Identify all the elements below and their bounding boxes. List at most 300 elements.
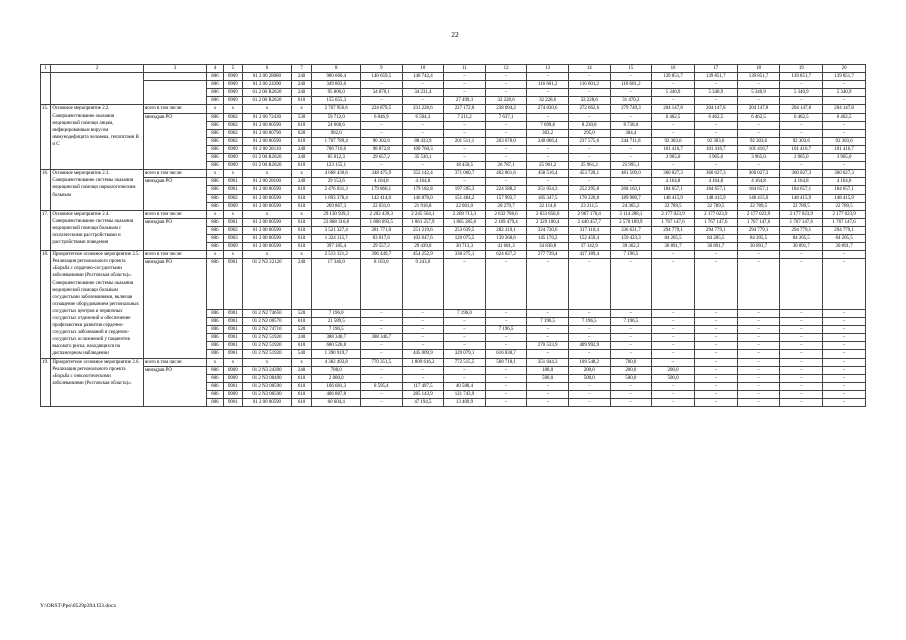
table-cell: – bbox=[694, 310, 737, 318]
table-cell: 01 2 00 R2020 bbox=[243, 97, 292, 105]
table-cell: 21 916,8 bbox=[402, 202, 444, 210]
table-cell: 0909 bbox=[223, 97, 243, 105]
table-cell: 0909 bbox=[223, 89, 243, 97]
column-header: 2 bbox=[51, 65, 143, 73]
table-cell: 34 830,8 bbox=[527, 243, 569, 251]
table-cell: 240 bbox=[291, 89, 312, 97]
table-cell: 6 046,9 bbox=[361, 113, 403, 121]
table-cell: 806 bbox=[207, 178, 223, 186]
table-cell: – bbox=[652, 358, 695, 366]
table-cell: x bbox=[291, 358, 312, 366]
table-cell: 60 604,4 bbox=[312, 399, 361, 407]
table-cell: 22 789,5 bbox=[780, 202, 823, 210]
table-cell: x bbox=[223, 358, 243, 366]
table-cell: 806 bbox=[207, 243, 223, 251]
table-cell: 406 887,8 bbox=[312, 390, 361, 398]
table-cell: 184 657,1 bbox=[823, 186, 866, 194]
table-cell: 3 965,0 bbox=[823, 154, 866, 162]
table-cell: 148 415,9 bbox=[694, 194, 737, 202]
table-cell: – bbox=[568, 178, 610, 186]
table-cell: 4 382 493,8 bbox=[312, 358, 361, 366]
table-cell: – bbox=[823, 334, 866, 342]
table-cell: 902,6 bbox=[312, 129, 361, 137]
table-cell: 103 647,6 bbox=[402, 234, 444, 242]
table-cell: – bbox=[823, 350, 866, 358]
table-cell: 0901 bbox=[223, 350, 243, 358]
table-cell: – bbox=[361, 310, 403, 318]
table-cell: 240 bbox=[291, 178, 312, 186]
table-cell: – bbox=[485, 121, 527, 129]
table-cell: – bbox=[737, 350, 780, 358]
table-cell: 8 230,8 bbox=[568, 121, 610, 129]
table-cell: – bbox=[823, 326, 866, 334]
table-cell: 240 bbox=[291, 259, 312, 310]
table-cell: – bbox=[737, 129, 780, 137]
table-row bbox=[41, 210, 866, 218]
table-cell: 22 789,5 bbox=[823, 202, 866, 210]
table-cell: 139 851,7 bbox=[652, 73, 695, 81]
table-cell: – bbox=[823, 129, 866, 137]
table-cell: 92 303,6 bbox=[694, 137, 737, 145]
table-cell: 624 027,2 bbox=[485, 251, 527, 259]
table-cell: 2 202 439,3 bbox=[361, 210, 403, 218]
table-cell: – bbox=[444, 259, 486, 310]
table-cell: – bbox=[737, 358, 780, 366]
table-cell: 610 bbox=[291, 162, 312, 170]
table-cell: 324 730,6 bbox=[527, 226, 569, 234]
table-cell: 2 177 023,9 bbox=[652, 210, 695, 218]
table-cell: 806 bbox=[207, 113, 223, 121]
table-cell: 349 803,6 bbox=[312, 81, 361, 89]
table-cell: 140 659,5 bbox=[361, 73, 403, 81]
table-cell: – bbox=[527, 334, 569, 342]
table-cell: – bbox=[694, 334, 737, 342]
table-cell: – bbox=[527, 154, 569, 162]
table-cell: – bbox=[568, 113, 610, 121]
table-cell: 189 980,7 bbox=[610, 194, 652, 202]
table-cell: x bbox=[207, 358, 223, 366]
table-cell: 360 027,3 bbox=[823, 170, 866, 178]
table-cell: 610 bbox=[291, 374, 312, 382]
table-cell: 620 bbox=[291, 129, 312, 137]
table-cell: 01 2 00 28100 bbox=[243, 178, 292, 186]
column-header: 13 bbox=[527, 65, 569, 73]
table-cell: – bbox=[694, 358, 737, 366]
table-cell: 5 340,9 bbox=[652, 89, 695, 97]
table-cell: – bbox=[737, 382, 780, 390]
table-cell: 5 340,9 bbox=[780, 89, 823, 97]
table-cell: 2 632 786,6 bbox=[485, 210, 527, 218]
table-cell: – bbox=[485, 342, 527, 350]
table-cell: – bbox=[361, 366, 403, 374]
table-cell: – bbox=[823, 97, 866, 105]
table-cell: 806 bbox=[207, 334, 223, 342]
table-cell: 01 2 00 00590 bbox=[243, 243, 292, 251]
table-cell: 806 bbox=[207, 350, 223, 358]
table-cell: 610 bbox=[291, 342, 312, 350]
table-cell: 17 346,0 bbox=[312, 259, 361, 310]
table-cell: 92 303,6 bbox=[652, 137, 695, 145]
footer-file-path: Y:\ORST\Ppo\0529p394.f23.docx bbox=[40, 603, 117, 609]
budget-table-container bbox=[40, 64, 866, 407]
table-cell: – bbox=[610, 350, 652, 358]
table-cell: 4 164,8 bbox=[823, 178, 866, 186]
table-cell: 806 bbox=[207, 342, 223, 350]
table-cell: 1 861 257,9 bbox=[402, 218, 444, 226]
table-cell: – bbox=[610, 382, 652, 390]
table-cell: – bbox=[652, 382, 695, 390]
table-cell: 294 779,1 bbox=[652, 226, 695, 234]
table-cell: 6 462,5 bbox=[823, 113, 866, 121]
table-cell: 3 965,0 bbox=[694, 154, 737, 162]
table-cell: 304,4 bbox=[610, 129, 652, 137]
table-cell: 285 143,9 bbox=[402, 390, 444, 398]
table-cell: 500,0 bbox=[568, 374, 610, 382]
table-cell: – bbox=[694, 129, 737, 137]
table-cell: 85 012,3 bbox=[312, 154, 361, 162]
table-cell: 40 588,4 bbox=[444, 382, 486, 390]
table-cell: – bbox=[737, 399, 780, 407]
table-cell: 1 893 378,4 bbox=[312, 194, 361, 202]
table-cell: 204 147,8 bbox=[737, 105, 780, 113]
table-cell: 123 155,1 bbox=[312, 162, 361, 170]
measure-description: Приоритетное основное мероприятие 2.6. Реализация регионального проекта «Борьба с онкологическими заболеваниями (Ростовская область)». bbox=[51, 358, 143, 407]
table-cell: – bbox=[780, 259, 823, 310]
table-cell: 6 504,3 bbox=[402, 113, 444, 121]
table-row bbox=[41, 259, 866, 310]
table-cell: 0909 bbox=[223, 81, 243, 89]
table-cell: – bbox=[402, 326, 444, 334]
column-header: 11 bbox=[444, 65, 486, 73]
table-cell: – bbox=[527, 178, 569, 186]
table-cell: 0909 bbox=[223, 390, 243, 398]
table-cell: – bbox=[568, 89, 610, 97]
table-cell: 0901 bbox=[223, 186, 243, 194]
table-cell: 806 bbox=[207, 145, 223, 153]
table-cell: 179 182,8 bbox=[402, 186, 444, 194]
table-cell: 88 433,9 bbox=[402, 137, 444, 145]
table-cell: – bbox=[610, 334, 652, 342]
table-cell: 251 219,6 bbox=[402, 226, 444, 234]
column-header: 7 bbox=[291, 65, 312, 73]
table-cell: 84 205,5 bbox=[780, 234, 823, 242]
table-cell: – bbox=[652, 350, 695, 358]
table-cell: 806 bbox=[207, 218, 223, 226]
measure-description: Приоритетное основное мероприятие 2.5. Реализация регионального проекта «Борьба с сердечно-сосудистыми заболеваниями (Ростовская область)». Совершенствование системы оказания медицинской помощи больным сосудистыми заболеваниями, включая оснащение оборудованием региональных сосудистых центров и первичных сосудистых отделений и обеспечение профилактики развития сердечно-сосудистых заболеваний и сердечно-сосудистых осложнений у пациентов высокого риска, находящихся на диспансерном наблюдении bbox=[51, 251, 143, 358]
table-cell: 2 767 956,6 bbox=[312, 105, 361, 113]
table-cell: 23 888 310,8 bbox=[312, 218, 361, 226]
table-cell: 83 017,6 bbox=[361, 234, 403, 242]
table-cell: 32 228,6 bbox=[568, 97, 610, 105]
table-cell: – bbox=[444, 73, 486, 81]
table-cell: – bbox=[694, 97, 737, 105]
table-cell: 3 521 327,4 bbox=[312, 226, 361, 234]
table-cell: – bbox=[780, 382, 823, 390]
table-cell: 01 2 N3 00490 bbox=[243, 374, 292, 382]
table-cell: 01 2 00 00590 bbox=[243, 226, 292, 234]
table-cell: 159 423,3 bbox=[610, 234, 652, 242]
table-cell: 200,0 bbox=[568, 366, 610, 374]
table-cell: 0909 bbox=[223, 202, 243, 210]
table-cell: 01 2 N2 22120 bbox=[243, 259, 292, 310]
row-number: 19. bbox=[41, 358, 51, 407]
table-cell: 184 657,1 bbox=[737, 186, 780, 194]
table-cell: 0901 bbox=[223, 342, 243, 350]
table-cell: – bbox=[780, 251, 823, 259]
table-cell: 7 196,0 bbox=[444, 310, 486, 318]
table-cell: – bbox=[527, 73, 569, 81]
column-header: 1 bbox=[41, 65, 51, 73]
table-cell: 22 114,6 bbox=[527, 202, 569, 210]
table-cell: 01 2 00 00590 bbox=[243, 202, 292, 210]
table-row bbox=[41, 358, 866, 366]
table-cell: 6 462,5 bbox=[652, 113, 695, 121]
table-header-row bbox=[41, 65, 866, 73]
table-cell: – bbox=[780, 374, 823, 382]
table-cell: 101 416,7 bbox=[780, 145, 823, 153]
table-cell: 101 416,7 bbox=[652, 145, 695, 153]
table-cell: 0909 bbox=[223, 154, 243, 162]
table-cell: 348 475,9 bbox=[361, 170, 403, 178]
table-cell: – bbox=[780, 97, 823, 105]
column-header: 4 bbox=[207, 65, 223, 73]
table-cell: 2 245 564,1 bbox=[402, 210, 444, 218]
table-cell: – bbox=[823, 251, 866, 259]
table-cell: – bbox=[780, 399, 823, 407]
table-cell: – bbox=[444, 318, 486, 326]
table-cell: – bbox=[402, 129, 444, 137]
table-cell: – bbox=[444, 121, 486, 129]
table-cell: – bbox=[823, 81, 866, 89]
table-cell: – bbox=[568, 326, 610, 334]
table-cell: 01 2 00 24390 bbox=[243, 81, 292, 89]
table-cell: – bbox=[485, 129, 527, 137]
column-header: 14 bbox=[568, 65, 610, 73]
table-cell: 1 767 147,6 bbox=[737, 218, 780, 226]
table-cell: x bbox=[291, 210, 312, 218]
table-cell: 2 000,0 bbox=[312, 374, 361, 382]
table-cell: 706 716,6 bbox=[312, 145, 361, 153]
table-cell: – bbox=[652, 310, 695, 318]
table-cell: 274 030,6 bbox=[527, 105, 569, 113]
table-cell: – bbox=[823, 318, 866, 326]
table-cell: 360 027,3 bbox=[652, 170, 695, 178]
table-cell: 0909 bbox=[223, 162, 243, 170]
table-cell: – bbox=[737, 310, 780, 318]
table-cell: – bbox=[444, 89, 486, 97]
table-cell: 610 bbox=[291, 318, 312, 326]
table-cell: 26 787,1 bbox=[485, 162, 527, 170]
table-cell: 3 114 288,1 bbox=[610, 210, 652, 218]
table-cell: 0901 bbox=[223, 218, 243, 226]
table-cell: 294 779,1 bbox=[737, 226, 780, 234]
table-cell: – bbox=[694, 251, 737, 259]
table-cell: 100 760,3 bbox=[402, 145, 444, 153]
measure-description: Основное мероприятие 2.2. Совершенствование оказания медицинской помощи лицам, инфицированным вирусом иммунодефицита человека, гепатитами B и C bbox=[51, 105, 143, 170]
table-cell: – bbox=[737, 318, 780, 326]
table-cell: 610 bbox=[291, 399, 312, 407]
table-cell: – bbox=[444, 342, 486, 350]
table-cell: 806 bbox=[207, 73, 223, 81]
table-cell: x bbox=[223, 251, 243, 259]
table-cell: – bbox=[527, 382, 569, 390]
table-cell: – bbox=[737, 259, 780, 310]
table-cell: 21 589,5 bbox=[312, 318, 361, 326]
table-cell: x bbox=[243, 210, 292, 218]
executor-category bbox=[143, 73, 207, 81]
table-cell: – bbox=[737, 326, 780, 334]
table-cell: 277 739,4 bbox=[527, 251, 569, 259]
table-cell: 01 2 N3 00590 bbox=[243, 382, 292, 390]
table-cell: 0909 bbox=[223, 366, 243, 374]
table-cell: 352 142,4 bbox=[402, 170, 444, 178]
table-cell: 142 414,0 bbox=[361, 194, 403, 202]
table-cell: – bbox=[694, 259, 737, 310]
table-cell: 22 789,5 bbox=[652, 202, 695, 210]
table-cell: 610 bbox=[291, 186, 312, 194]
table-cell: 8 595,4 bbox=[361, 382, 403, 390]
table-cell: 806 bbox=[207, 202, 223, 210]
table-cell: 30 713,3 bbox=[444, 243, 486, 251]
table-cell: – bbox=[780, 326, 823, 334]
table-cell: 27 499,3 bbox=[444, 97, 486, 105]
table-cell: 253 639,5 bbox=[444, 226, 486, 234]
table-cell: 0902 bbox=[223, 137, 243, 145]
table-cell: – bbox=[568, 334, 610, 342]
table-cell: – bbox=[485, 399, 527, 407]
table-cell: 7 196,0 bbox=[312, 310, 361, 318]
table-cell: – bbox=[485, 310, 527, 318]
table-cell: 01 2 N3 24390 bbox=[243, 366, 292, 374]
table-cell: – bbox=[652, 390, 695, 398]
table-cell: – bbox=[652, 334, 695, 342]
table-cell: 148 415,9 bbox=[737, 194, 780, 202]
table-cell: – bbox=[780, 162, 823, 170]
table-cell: x bbox=[243, 170, 292, 178]
table-cell: – bbox=[737, 81, 780, 89]
table-cell: – bbox=[652, 81, 695, 89]
table-cell: 295,0 bbox=[568, 129, 610, 137]
table-cell: 9 243,0 bbox=[402, 259, 444, 310]
table-cell: 29 439,0 bbox=[402, 243, 444, 251]
table-cell: – bbox=[652, 342, 695, 350]
table-cell: 806 bbox=[207, 97, 223, 105]
table-cell: 268 163,1 bbox=[610, 186, 652, 194]
table-cell: 32 228,6 bbox=[485, 97, 527, 105]
table-cell: 4 164,8 bbox=[361, 178, 403, 186]
table-cell: 7 196,5 bbox=[610, 318, 652, 326]
table-cell: 610 bbox=[291, 202, 312, 210]
table-cell: 540 bbox=[291, 350, 312, 358]
table-cell: 806 bbox=[207, 129, 223, 137]
table-cell: 0901 bbox=[223, 259, 243, 310]
table-cell: – bbox=[485, 178, 527, 186]
table-cell: 458 516,4 bbox=[527, 170, 569, 178]
table-cell: 151 464,2 bbox=[444, 194, 486, 202]
table-cell: 7 637,1 bbox=[485, 113, 527, 121]
table-cell: 35 530,1 bbox=[402, 154, 444, 162]
table-cell: 109 548,2 bbox=[568, 358, 610, 366]
table-cell: 610 bbox=[291, 218, 312, 226]
table-cell: – bbox=[444, 145, 486, 153]
table-cell: – bbox=[652, 251, 695, 259]
table-row bbox=[41, 113, 866, 121]
table-cell: 30 891,7 bbox=[823, 243, 866, 251]
table-cell: – bbox=[527, 113, 569, 121]
table-cell: x bbox=[291, 105, 312, 113]
table-cell: 7 196,5 bbox=[568, 318, 610, 326]
table-cell: – bbox=[694, 121, 737, 129]
table-cell: 240 bbox=[291, 366, 312, 374]
table-cell: – bbox=[823, 358, 866, 366]
table-cell: 184 657,1 bbox=[694, 186, 737, 194]
table-cell: 3 965,0 bbox=[780, 154, 823, 162]
table-cell: 294 779,1 bbox=[823, 226, 866, 234]
table-cell: 2 967 170,4 bbox=[568, 210, 610, 218]
table-cell: – bbox=[361, 374, 403, 382]
table-cell: 178 220,8 bbox=[568, 194, 610, 202]
table-cell: – bbox=[823, 121, 866, 129]
executor-name: минздрав РО bbox=[143, 178, 207, 210]
table-cell: 0901 bbox=[223, 310, 243, 318]
table-cell: 116 601,2 bbox=[568, 81, 610, 89]
column-header: 16 bbox=[652, 65, 695, 73]
table-cell: – bbox=[361, 129, 403, 137]
table-cell: 1 390 919,7 bbox=[312, 350, 361, 358]
table-cell: 22 031,0 bbox=[361, 202, 403, 210]
table-cell: 980 660,4 bbox=[312, 73, 361, 81]
table-cell: 294 779,1 bbox=[780, 226, 823, 234]
table-cell: – bbox=[361, 81, 403, 89]
table-cell: 148 415,9 bbox=[780, 194, 823, 202]
table-cell: 5 340,9 bbox=[694, 89, 737, 97]
table-cell: – bbox=[652, 326, 695, 334]
table-cell: 336 621,7 bbox=[610, 226, 652, 234]
table-cell: 166 681,3 bbox=[312, 382, 361, 390]
table-cell: 139 851,7 bbox=[737, 73, 780, 81]
table-cell: 01 2 N2 74650 bbox=[243, 310, 292, 318]
column-header: 5 bbox=[223, 65, 243, 73]
table-cell: – bbox=[737, 374, 780, 382]
table-cell: 4 164,8 bbox=[402, 178, 444, 186]
table-cell: – bbox=[361, 326, 403, 334]
table-cell: 360 027,3 bbox=[694, 170, 737, 178]
table-cell: 1 767 147,6 bbox=[652, 218, 695, 226]
table-cell: 25 961,2 bbox=[527, 162, 569, 170]
table-cell: – bbox=[568, 259, 610, 310]
table-cell: 388 346,7 bbox=[361, 334, 403, 342]
table-cell: 806 bbox=[207, 326, 223, 334]
table-cell: 2 269 713,3 bbox=[444, 210, 486, 218]
budget-table bbox=[40, 64, 866, 407]
table-cell: 1 767 789,4 bbox=[312, 137, 361, 145]
table-cell: – bbox=[568, 73, 610, 81]
table-cell: 272 662,6 bbox=[568, 105, 610, 113]
table-cell: – bbox=[694, 350, 737, 358]
table-cell: 303,2 bbox=[527, 129, 569, 137]
measure-description: Основное мероприятие 2.4. Совершенствование системы оказания медицинской помощи больным с психическими расстройствами и расстройствами поведения bbox=[51, 210, 143, 250]
table-cell: 806 bbox=[207, 89, 223, 97]
table-cell: 22 789,5 bbox=[694, 202, 737, 210]
table-cell: 240 bbox=[291, 73, 312, 81]
executor-category: всего в том числе: bbox=[143, 170, 207, 178]
row-number: 15. bbox=[41, 105, 51, 170]
table-cell: 47 194,5 bbox=[402, 399, 444, 407]
table-cell: 445 009,9 bbox=[402, 350, 444, 358]
table-cell: 610 bbox=[291, 234, 312, 242]
table-cell: – bbox=[444, 326, 486, 334]
table-cell: 01 2 00 00590 bbox=[243, 186, 292, 194]
